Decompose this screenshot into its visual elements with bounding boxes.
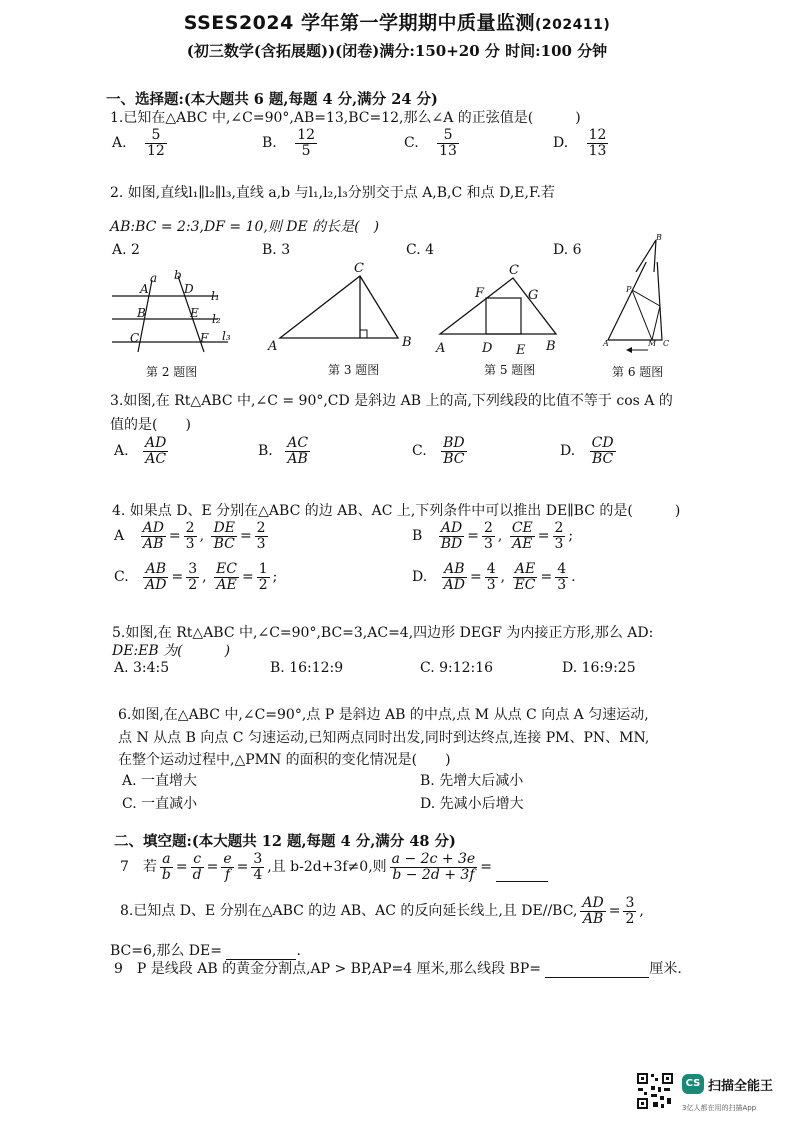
fig5-label-A: A [436, 341, 446, 356]
fig6-label-P: P [626, 285, 632, 294]
q5-stem-line2: DE:EB 为( ) [112, 643, 231, 659]
fig2-label-F: F [200, 331, 209, 345]
q3-stem-line2: 值的是( ) [110, 417, 191, 433]
q6-stem-line2: 点 N 从点 B 向点 C 匀速运动,已知两点同时出发,同时到达终点,连接 PM、PN、MN, [118, 730, 650, 746]
figures-row [100, 262, 790, 382]
fig2-label-b: b [174, 268, 182, 282]
fig2-label-A: A [140, 282, 149, 296]
exam-code: (202411) [534, 17, 611, 33]
q9-answer-blank[interactable] [545, 963, 649, 978]
q2-stem-line2: AB:BC = 2:3,DF = 10,则 DE 的长是( ) [110, 219, 380, 235]
q3-option-d: D. $\frac{CD}{BC}$ [560, 435, 614, 467]
figure-2 [112, 268, 231, 379]
q4-option-a: A $\frac{AD}{AB}$ = $\frac{2}{3}$ , $\frac{DE}{BC}$ = $\frac{2}{3}$ [114, 520, 266, 552]
q4-option-d: D. $\frac{AB}{AD}$ = $\frac{4}{3}$ , $\frac{AE}{EC}$ = $\frac{4}{3}$ . [412, 561, 576, 593]
q3-stem-line1: 3.如图,在 Rt△ABC 中,∠C = 90°,CD 是斜边 AB 上的高,下列线段的比值不等于 cos A 的 [110, 393, 673, 409]
q5-option-a: A. 3:4:5 [114, 660, 170, 676]
q6-stem-line1: 6.如图,在△ABC 中,∠C=90°,点 P 是斜边 AB 的中点,点 M 从点 C 向点 A 匀速运动, [118, 707, 649, 723]
fig5-label-E: E [516, 343, 526, 358]
q5-option-d: D. 16:9:25 [562, 660, 636, 676]
fig3-label-A: A [268, 339, 278, 354]
q4-option-c: C. $\frac{AB}{AD}$ = $\frac{3}{2}$ , $\frac{EC}{AE}$ = $\frac{1}{2}$ ; [114, 561, 278, 593]
q3-option-c: C. $\frac{BD}{BC}$ [412, 435, 465, 467]
q6-option-c: C. 一直减小 [122, 796, 198, 812]
qr-code [636, 1072, 674, 1110]
fig5-label-C: C [509, 263, 519, 278]
fig2-label-B: B [137, 306, 146, 320]
fig3-label-B: B [402, 335, 412, 350]
section2-heading: 二、填空题:(本大题共 12 题,每题 4 分,满分 48 分) [114, 833, 456, 850]
exam-title: SSES2024 学年第一学期期中质量监测(202411) [183, 12, 611, 34]
fig5-label-B: B [546, 339, 556, 354]
q4-stem: 4. 如果点 D、E 分别在△ABC 的边 AB、AC 上,下列条件中可以推出 DE∥BC 的是( ) [112, 503, 681, 519]
q3-option-a: A. $\frac{AD}{AC}$ [114, 435, 167, 467]
figure-3 [267, 262, 412, 377]
figure-6-apex [600, 232, 680, 272]
figure-5 [435, 263, 556, 377]
fig6-label-A: A [603, 339, 609, 348]
q2-option-b: B. 3 [262, 242, 291, 258]
fig6-label-M: M [648, 339, 657, 348]
q8-line2: BC=6,那么 DE= . [110, 943, 301, 959]
figure-6 [602, 262, 669, 379]
q1-option-a: A. $\frac{5}{12}$ [112, 127, 165, 159]
q5-option-c: C. 9:12:16 [420, 660, 494, 676]
fig6-label-C: C [663, 339, 670, 348]
q1-option-c: C. $\frac{5}{13}$ [404, 127, 457, 159]
q6-option-b: B. 先增大后减小 [420, 773, 524, 789]
q1-option-d: D. $\frac{12}{13}$ [553, 127, 607, 159]
fig2-label-C: C [130, 331, 140, 345]
watermark-tagline: 3亿人都在用的扫描App [682, 1104, 757, 1112]
q2-option-a: A. 2 [112, 242, 140, 258]
fig6-caption: 第 6 题图 [612, 365, 664, 379]
fig2-caption: 第 2 题图 [146, 365, 198, 379]
fig2-label-D: D [184, 282, 194, 296]
fig6-label-B-top: B [656, 233, 662, 242]
watermark-name: 扫描全能王 [708, 1079, 774, 1094]
fig2-label-a: a [150, 271, 158, 285]
q6-option-a: A. 一直增大 [122, 773, 198, 789]
section1-heading: 一、选择题:(本大题共 6 题,每题 4 分,满分 24 分) [106, 91, 438, 108]
fig3-label-C: C [354, 262, 364, 276]
q9-line: 9 P 是线段 AB 的黄金分割点,AP > BP,AP=4 厘米,那么线段 BP= 厘米. [114, 961, 682, 977]
camscanner-logo: CS [682, 1074, 704, 1094]
q3-option-b: B. $\frac{AC}{AB}$ [258, 435, 309, 467]
exam-subtitle: (初三数学(含拓展题))(闭卷)满分:150+20 分 时间:100 分钟 [186, 42, 608, 60]
q1-option-b: B. $\frac{12}{5}$ [262, 127, 316, 159]
q1-stem: 1.已知在△ABC 中,∠C=90°,AB=13,BC=12,那么∠A 的正弦值是( ) [110, 110, 581, 126]
q7-answer-blank[interactable] [496, 867, 548, 882]
qr-code-icon [636, 1072, 674, 1110]
q5-option-b: B. 16:12:9 [270, 660, 344, 676]
q2-stem-line1: 2. 如图,直线l₁∥l₂∥l₃,直线 a,b 与l₁,l₂,l₃分别交于点 A,B,C 和点 D,E,F.若 [110, 185, 555, 201]
fig2-label-l2: l₂ [212, 312, 221, 326]
q4-option-b: B $\frac{AD}{BD}$ = $\frac{2}{3}$ , $\frac{CE}{AE}$ = $\frac{2}{3}$ ; [412, 520, 574, 552]
q2-option-c: C. 4 [406, 242, 435, 258]
fig2-label-l3: l₃ [222, 329, 231, 343]
fig5-label-G: G [528, 288, 539, 303]
q7-line: 7 若 $\frac{a}{b}$ = $\frac{c}{d}$ = $\frac{e}{f}$ = $\frac{3}{4}$ ,且 b-2d+3f≠0,则 $\frac{a - 2c + 3e}{b - 2d + 3f}$ = [120, 852, 548, 882]
fig5-label-F: F [475, 286, 485, 301]
q8-line1: 8.已知点 D、E 分别在△ABC 的边 AB、AC 的反向延长线上,且 DE//BC, $\frac{AD}{AB}$ = $\frac{3}{2}$ , [120, 895, 644, 927]
q6-stem-line3: 在整个运动过程中,△PMN 的面积的变化情况是( ) [118, 752, 451, 768]
fig5-label-D: D [482, 341, 493, 356]
q5-stem-line1: 5.如图,在 Rt△ABC 中,∠C=90°,BC=3,AC=4,四边形 DEGF 为内接正方形,那么 AD: [112, 625, 654, 641]
fig2-label-l1: l₁ [211, 289, 220, 303]
q2-option-d: D. 6 [553, 242, 582, 258]
fig3-caption: 第 3 题图 [328, 363, 380, 377]
q6-option-d: D. 先减小后增大 [420, 796, 524, 812]
fig2-label-E: E [190, 306, 199, 320]
fig5-caption: 第 5 题图 [484, 363, 536, 377]
